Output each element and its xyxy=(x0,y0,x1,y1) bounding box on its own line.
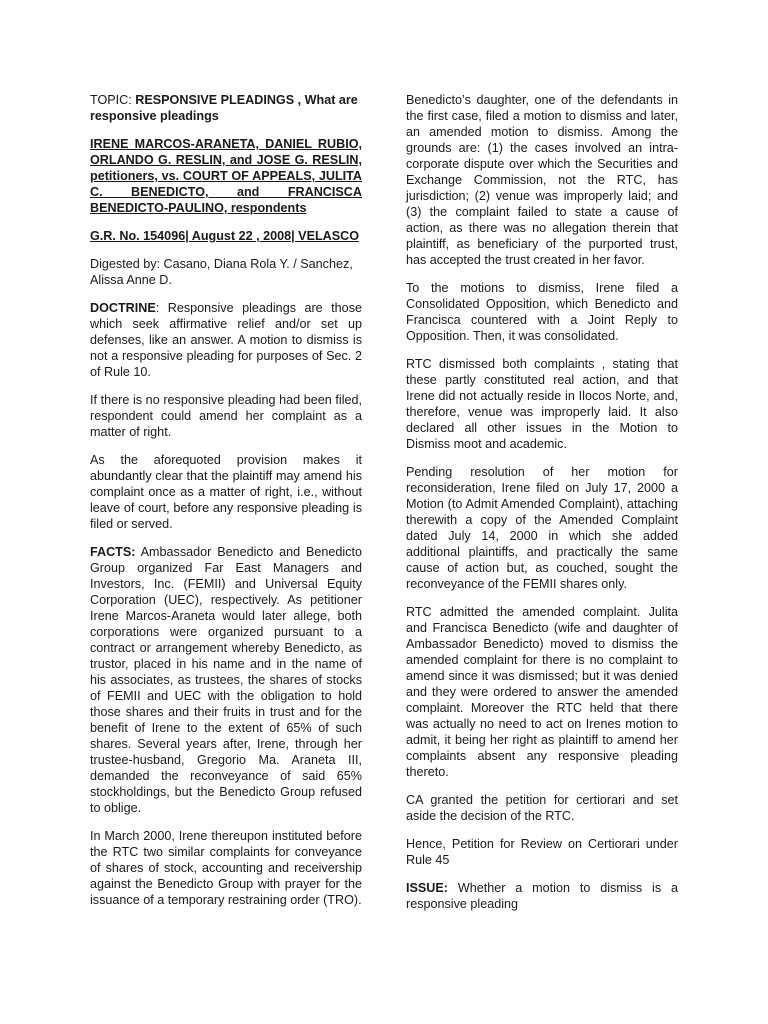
doctrine-label: DOCTRINE xyxy=(90,301,156,315)
paragraph: In March 2000, Irene thereupon instituted before the RTC two similar complaints for conveyance of shares of stock, accounting and receivership against the Benedicto Group with prayer for the issuance of a temporary restraining order (TRO). xyxy=(90,829,362,907)
facts-label: FACTS: xyxy=(90,545,136,559)
topic-heading xyxy=(90,92,362,124)
topic-title: RESPONSIVE PLEADINGS , What are responsive pleadings xyxy=(90,93,358,123)
issue-text: Whether a motion to dismiss is a responsive pleading xyxy=(406,881,678,911)
facts-paragraph xyxy=(90,544,362,816)
paragraph: Pending resolution of her motion for reconsideration, Irene filed on July 17, 2000 a Motion (to Admit Amended Complaint), attaching therewith a copy of the Amended Complaint dated July 14, 2000 in which she added additional plaintiffs, and practically the same cause of action but, as couched, sought the reconveyance of the FEMII shares only. xyxy=(406,465,678,591)
paragraph: If there is no responsive pleading had been filed, respondent could amend her complaint as a matter of right. xyxy=(90,393,362,439)
topic-label: TOPIC: xyxy=(90,93,136,107)
case-parties: IRENE MARCOS-ARANETA, DANIEL RUBIO, ORLANDO G. RESLIN, and JOSE G. RESLIN, petitioners, vs. COURT OF APPEALS, JULITA C. BENEDICTO, and FRANCISCA BENEDICTO-PAULINO, respondents xyxy=(90,137,362,215)
digested-by: Digested by: Casano, Diana Rola Y. / Sanchez, Alissa Anne D. xyxy=(90,257,353,287)
paragraph: To the motions to dismiss, Irene filed a Consolidated Opposition, which Benedicto and Francisca countered with a Joint Reply to Opposition. Then, it was consolidated. xyxy=(406,281,678,343)
paragraph: CA granted the petition for certiorari and set aside the decision of the RTC. xyxy=(406,793,678,823)
paragraph: RTC dismissed both complaints , stating that these partly constituted real action, and that Irene did not actually reside in Ilocos Norte, and, therefore, venue was improperly laid. It also declared all other issues in the Motion to Dismiss moot and academic. xyxy=(406,357,678,451)
left-column xyxy=(90,92,362,920)
issue-paragraph xyxy=(406,880,678,912)
case-number: G.R. No. 154096| August 22 , 2008| VELASCO xyxy=(90,229,360,243)
facts-text: Ambassador Benedicto and Benedicto Group organized Far East Managers and Investors, Inc. (FEMII) and Universal Equity Corporation (UEC), respectively. As petitioner Irene Marcos-Araneta would later allege, both corporations were organized pursuant to a contract or arrangement whereby Benedicto, as trustor, placed in his name and in the name of his associates, as trustees, the shares of stocks of FEMII and UEC with the obligation to hold those shares and their fruits in trust and for the benefit of Irene to the extent of 65% of such shares. Several years after, Irene, through her trustee-husband, Gregorio Ma. Araneta III, demanded the reconveyance of said 65% stockholdings, but the Benedicto Group refused to oblige. xyxy=(90,545,362,815)
issue-label: ISSUE: xyxy=(406,881,448,895)
right-column xyxy=(406,92,678,924)
paragraph: RTC admitted the amended complaint. Julita and Francisca Benedicto (wife and daughter of Ambassador Benedicto) moved to dismiss the amended complaint for there is no complaint to amend since it was dismissed; but it was denied and they were ordered to answer the amended complaint. Moreover the RTC held that there was actually no need to act on Irenes motion to admit, it being her right as plaintiff to amend her complaints absent any responsive pleading thereto. xyxy=(406,605,678,779)
doctrine-text: : Responsive pleadings are those which seek affirmative relief and/or set up defenses, like an answer. A motion to dismiss is not a responsive pleading for purposes of Sec. 2 of Rule 10. xyxy=(90,301,362,379)
paragraph: Hence, Petition for Review on Certiorari under Rule 45 xyxy=(406,837,678,867)
doctrine-paragraph xyxy=(90,300,362,380)
paragraph: As the aforequoted provision makes it abundantly clear that the plaintiff may amend his complaint once as a matter of right, i.e., without leave of court, before any responsive pleading is filed or served. xyxy=(90,453,362,531)
paragraph: Benedicto’s daughter, one of the defendants in the first case, filed a motion to dismiss and later, an amended motion to dismiss. Among the grounds are: (1) the cases involved an intra-corporate dispute over which the Securities and Exchange Commission, not the RTC, has jurisdiction; (2) venue was improperly laid; and (3) the complaint failed to state a cause of action, as there was no allegation therein that plaintiff, as beneficiary of the purported trust, has accepted the trust created in her favor. xyxy=(406,93,678,267)
